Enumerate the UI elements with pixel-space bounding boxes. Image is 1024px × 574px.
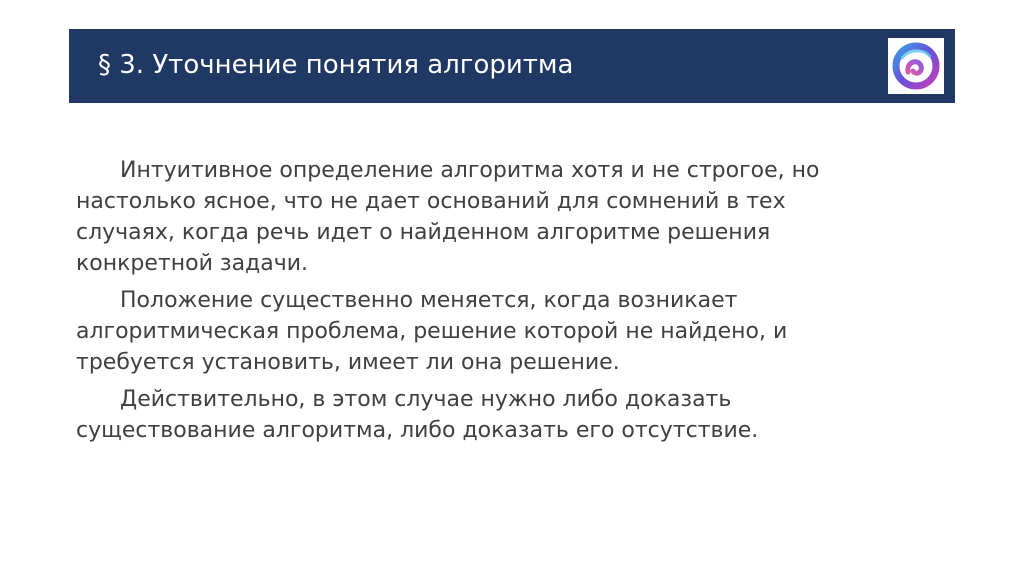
header-bar [69, 29, 955, 103]
paragraph: Интуитивное определение алгоритма хотя и не строгое, но настолько ясное, что не дает оснований для сомнений в тех случаях, когда речь идет о найденном алгоритме решения конкретной задачи. [76, 158, 820, 276]
swirl-logo-icon [888, 38, 944, 94]
paragraph: Положение существенно меняется, когда возникает алгоритмическая проблема, решение которой не найдено, и требуется установить, имеет ли она решение. [76, 288, 788, 375]
paragraph: Действительно, в этом случае нужно либо доказать существование алгоритма, либо доказать его отсутствие. [76, 387, 759, 443]
logo [888, 38, 944, 94]
body-text [76, 155, 876, 452]
slide-title: § 3. Уточнение понятия алгоритма [98, 50, 574, 80]
